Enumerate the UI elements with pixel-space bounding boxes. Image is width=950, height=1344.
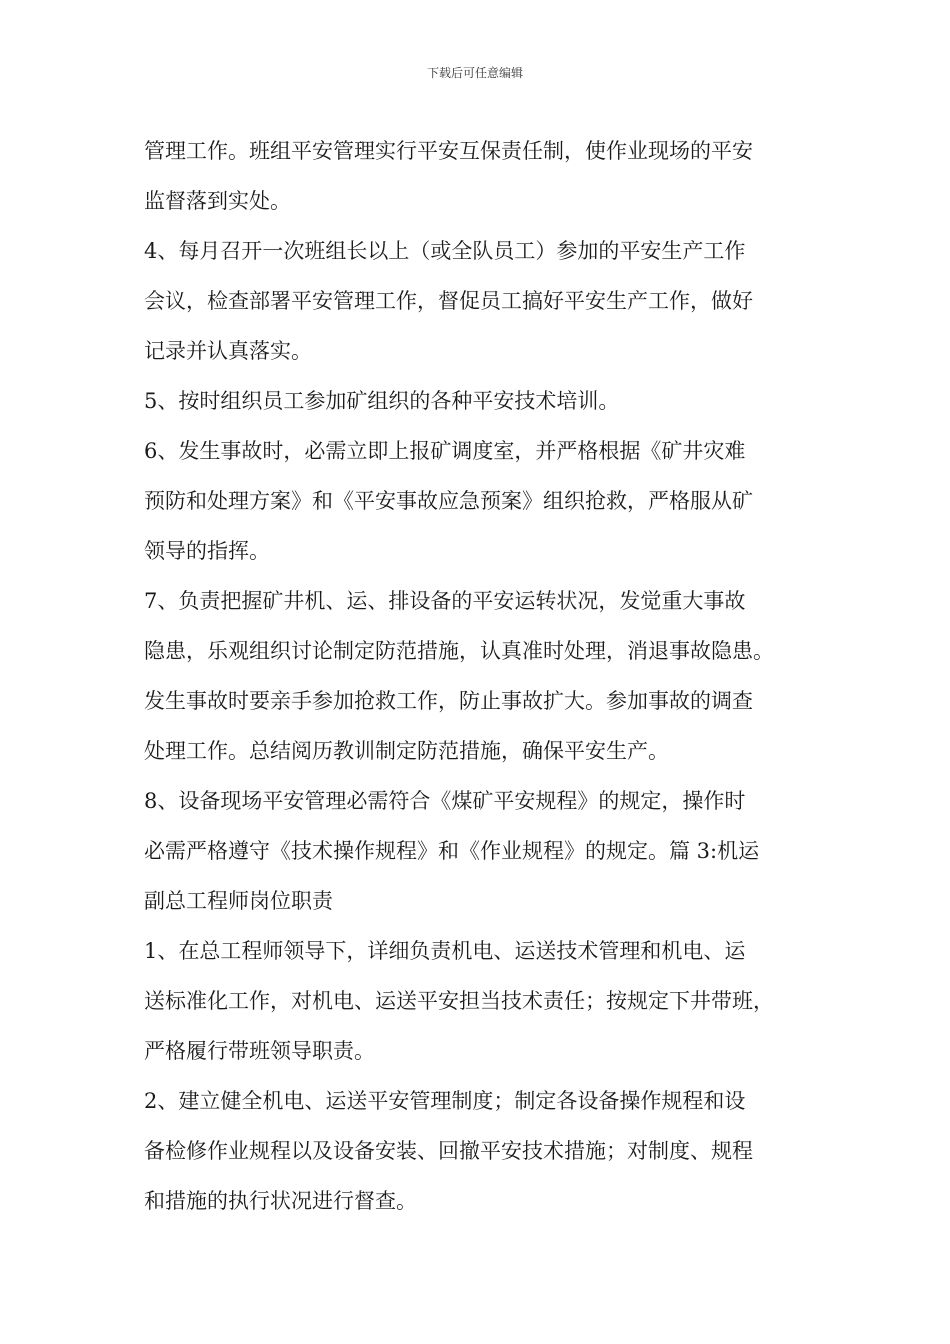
text-line: 监督落到实处。: [144, 189, 291, 213]
document-body: [144, 128, 824, 1228]
text-line: 8、设备现场平安管理必需符合《煤矿平安规程》的规定，操作时: [144, 789, 746, 813]
text-line: 发生事故时要亲手参加抢救工作，防止事故扩大。参加事故的调查: [144, 689, 753, 713]
text-line: 7、负责把握矿井机、运、排设备的平安运转状况，发觉重大事故: [144, 589, 746, 613]
text-line: 必需严格遵守《技术操作规程》和《作业规程》的规定。篇 3:机运: [144, 839, 760, 863]
text-line: 和措施的执行状况进行督查。: [144, 1189, 417, 1213]
text-line: 备检修作业规程以及设备安装、回撤平安技术措施；对制度、规程: [144, 1139, 753, 1163]
text-line: 送标准化工作，对机电、运送平安担当技术责任；按规定下井带班，: [144, 989, 774, 1013]
text-line: 预防和处理方案》和《平安事故应急预案》组织抢救，严格服从矿: [144, 489, 753, 513]
text-line: 管理工作。班组平安管理实行平安互保责任制，使作业现场的平安: [144, 139, 753, 163]
page-header: 下载后可任意编辑: [426, 66, 523, 80]
text-line: 处理工作。总结阅历教训制定防范措施，确保平安生产。: [144, 739, 669, 763]
text-line: 领导的指挥。: [144, 539, 270, 563]
text-line: 5、按时组织员工参加矿组织的各种平安技术培训。: [144, 389, 620, 413]
text-line: 1、在总工程师领导下，详细负责机电、运送技术管理和机电、运: [144, 939, 746, 963]
text-line: 记录并认真落实。: [144, 339, 312, 363]
text-line: 严格履行带班领导职责。: [144, 1039, 375, 1063]
text-line: 隐患，乐观组织讨论制定防范措施，认真准时处理，消退事故隐患。: [144, 639, 774, 663]
text-line: 2、建立健全机电、运送平安管理制度；制定各设备操作规程和设: [144, 1089, 746, 1113]
text-line: 会议，检查部署平安管理工作，督促员工搞好平安生产工作，做好: [144, 289, 753, 313]
text-line: 6、发生事故时，必需立即上报矿调度室，并严格根据《矿井灾难: [144, 439, 746, 463]
text-line: 4、每月召开一次班组长以上（或全队员工）参加的平安生产工作: [144, 239, 746, 263]
text-line: 副总工程师岗位职责: [144, 889, 333, 913]
